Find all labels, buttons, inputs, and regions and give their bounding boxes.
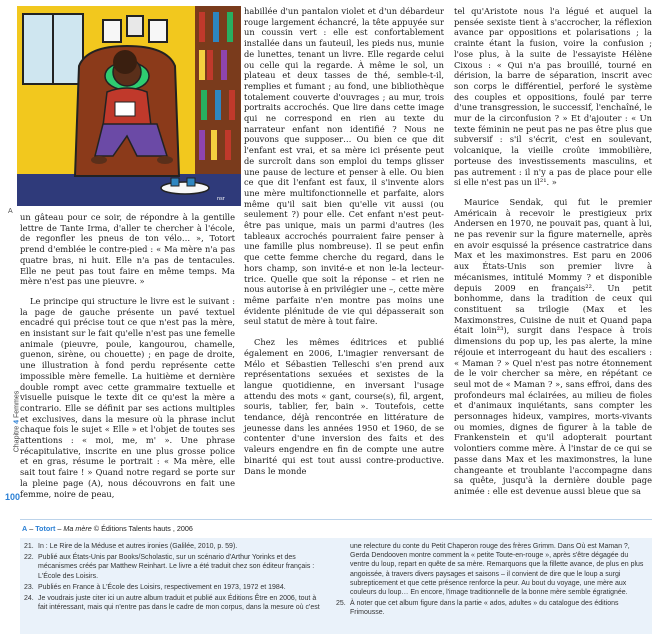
column-3 xyxy=(454,6,652,506)
chapter-running-head xyxy=(14,377,21,467)
footnotes-left xyxy=(24,542,324,614)
chapter-label: Chapitre xyxy=(13,425,21,453)
footnote: 22. Publié aux États-Unis par Books/Scholastic, sur un scénario d'Arthur Yorinks et des mécanismes créés par Matthew Reinhart. Le livre a été traduit chez son éditeur français : L'École des Loisirs. xyxy=(24,554,315,580)
illustration-mother-reading xyxy=(17,6,241,206)
chapter-number: 4 xyxy=(13,419,21,424)
svg-text:nsr: nsr xyxy=(217,196,225,202)
footnote: 25. À noter que cet album figure dans la partie « ados, adultes » du catalogue des éditions Frimousse. xyxy=(336,600,619,617)
footnote: 23. Publiés en France à L'École des Loisirs, respectivement en 1973, 1972 et 1984. xyxy=(24,583,286,591)
paragraph: habillée d'un pantalon violet et d'un débardeur rouge largement échancré, la tête appuyée sur un coussin vert : elle est confortablement installée dans un fauteuil, les pieds nus, munie de lunettes, tenant un livre. Elle regarde celui ou celle qui la regarde. À même le sol, un plateau et deux tasses de thé, semble-t-il, remplies et fumant ; au fond, une bibliothèque totalement couverte d'ouvrages ; au mur, trois portraits accrochés. Que lire dans cette image qui ne correspond en rien au texte du narrateur enfant non identifié ? Nous ne pouvons que supposer… Ou bien ce que dit l'enfant est vrai, et sa mère ici présente peut de surcroît dans son emploi du temps glisser une pause de lecture et penser à elle. Ou bien ce que dit l'enfant est faux, il s'invente alors une mère multifonctionnelle et parfaite, alors même qu'il sait bien qu'elle vit aussi (ou seulement ?) pour elle. Cet enfant n'est peut-être pas unique, mais un parmi d'autres (les tableaux accrochés pourraient faire penser à une famille plus nombreuse). Il se peut enfin que cette femme cherche du regard, dans le hors champ, son invité-e et non le-la lecteur-trice. Quelle que soit la réponse – et rien ne nous autorise à en privilégier une –, cette mère même parfaite n'en montre pas moins une évidente plénitude de vie qui dépasserait son seul statut de mère à tout faire. xyxy=(244,6,444,327)
figure-marker: A xyxy=(8,208,13,215)
column-1 xyxy=(20,212,235,508)
caption-book: – Ma mère xyxy=(55,524,92,533)
footnote: une relecture du conte du Petit Chaperon rouge des frères Grimm. Dans Où est Maman ?, Gerda Dendooven montre comment la « petite Toute-en-rouge », après s'être dégagée du ventre du loup, repart en quête de sa mère. Remarquons que la fillette avance, de plus en plus angoissée, à travers divers paysages et saisons – il convient de dire que le loup a surgi subrepticement et que cette présence renforce la peur. Au bout du voyage, une mère aux couleurs du loup… En encore, l'image traditionnelle de la bonne mère semble égratignée. xyxy=(350,543,644,597)
caption-title: Totort xyxy=(35,524,56,533)
caption-sep: – xyxy=(27,524,36,533)
footnote: 24. Je voudrais juste citer ici un autre album traduit et publié aux Éditions Être en 2006, tout à fait intéressant, mais qui n'entre pas dans le cadre de mon corpus, dans la mesure où c'est xyxy=(24,595,320,612)
caption-credit: © Éditions Talents hauts , 2006 xyxy=(91,524,193,533)
divider xyxy=(20,519,652,520)
paragraph: Chez les mêmes éditrices et publié également en 2006, L'imagier renversant de Mélo et Sébastien Telleschi s'en prend aux représentations sexuées et sexistes de la langue quotidienne, en inversant l'usage attendu des mots « gant, course(s), fil, argent, souris, tablier, fer, bain ». Toutefois, cette tendance, déjà rencontrée en littérature de jeunesse dans les années 1950 et 1960, de se contenter d'une inversion des faits et des valeurs engendre en fin de compte une autre binarité qui est tout aussi contre-productive. Dans le monde xyxy=(244,337,444,476)
page-number: 100 xyxy=(5,492,21,502)
paragraph: un gâteau pour ce soir, de répondre à la gentille lettre de Tante Irma, d'aller te chercher à l'école, de regonfler les pneus de ton vélo… », Totort prend d'emblée le contre-pied : « Ma mère n'a pas quatre bras, ni huit. Elle n'a pas de tentacules. Elle ne peut pas tout faire en même temps. Ma mère n'est pas une pieuvre. » xyxy=(20,212,235,287)
column-2 xyxy=(244,6,444,485)
footnotes-right xyxy=(336,542,648,620)
paragraph: Le principe qui structure le livre est le suivant : la page de gauche présente un pavé textuel encadré qui précise tout ce que n'est pas la mère, en insistant sur le fait qu'elle n'est pas une femelle animale (pieuvre, poule, kangourou, chamelle, guenon, sirène, ou chouette) ; en page de droite, une illustration à fond perdu représente cette impossible mère femelle. La huitième et dernière double rompt avec cette grammaire textuelle et visuelle puisque le texte dit ce qu'est la mère a contrario. Elle se définit par ses actions multiples et exclusives, dans la mesure où la phrase inclut chaque fois le sujet « Elle » et l'objet de toutes ses attentions : « moi, me, m' ». Une phrase récapitulative, inscrite en une plus grosse police et en gras, résume le portrait : « Ma mère, elle sait tout faire ! » Quand notre regard se porte sur la pleine page (A), nous découvrons en fait une femme, noire de peau, xyxy=(20,295,235,499)
caption-letter: A xyxy=(22,524,28,533)
chapter-title: Femmes xyxy=(13,390,21,418)
footnote: 21. In : Le Rire de la Méduse et autres ironies (Galilée, 2010, p. 59). xyxy=(24,543,238,550)
figure-caption xyxy=(22,524,193,533)
paragraph: tel qu'Aristote nous l'a légué et auquel la pensée sexiste tient à s'accrocher, la réflexion avance par oppositions et polarisations ; la crainte étant la fusion, voire la confusion ; l'ose plus, à la suite de l'essayiste Hélène Cixous : « Qui n'a pas brouillé, tourné en dérision, la barre de séparation, inscrit avec son corps le différentiel, perforé le système des couples et oppositions, foulé par terre d'une transgression, le successif, l'enchaîné, le mur de la circonfusion ? » Et d'ajouter : « Un texte féminin ne peut pas ne pas être plus que subversif : s'il s'écrit, c'est en soulevant, volcanique, la vieille croûte immobilière, porteuse des investissements masculins, et pas autrement : il n'y a pas de place pour elle si elle n'est pas un il²¹. » xyxy=(454,6,652,188)
paragraph: Maurice Sendak, qui fut le premier Américain à recevoir le prestigieux prix Andersen en 1970, ne pouvait pas, quant à lui, ne pas revenir sur la figure maternelle, après en avoir esquissé la présence castratrice dans Max et les maximonstres. Est paru en 2006 aux États-Unis son premier livre à mécanismes, intitulé Mommy ? et disponible depuis 2009 en français²². Un petit bonhomme, dans la tradition de ceux qui constituent sa trilogie (Max et les Maximonstres, Cuisine de nuit et Quand papa était loin²³), surgit dans l'espace à trois dimensions du pop up, les pas alerte, la mine réjouie et interrogeant du haut des escaliers : « Maman ? » Quel n'est pas notre étonnement de le voir chercher sa mère, en répétant ce seul mot de « Maman ? », sans effroi, dans des profondeurs mal éclairées, au milieu de fioles et d'animaux inquiétants, sans compter les personnages hideux, vampires, morts-vivants ou momies, dignes de figurer à la table de Frankenstein et qu'il adopterait pourtant volontiers comme mère. À l'instar de ce qui se passe dans Max et les maximonstres, la lune changeante et troublante l'accompagne dans sa quête, jusqu'à la dernière double page animée : elle est devenue aussi bleue que sa xyxy=(454,196,652,496)
